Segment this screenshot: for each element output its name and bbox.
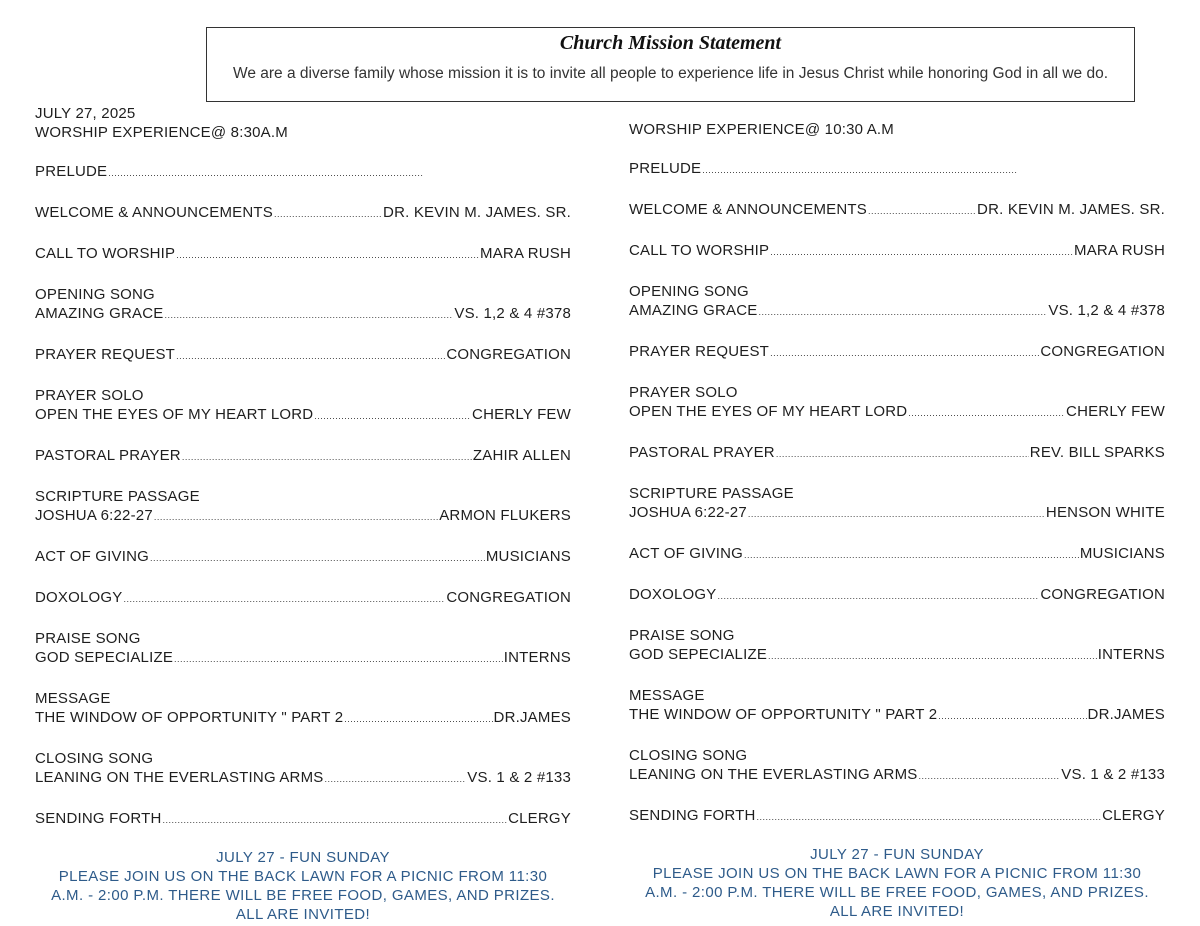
program-item-leader: REV. BILL SPARKS — [1029, 444, 1165, 461]
program-item-label: SENDING FORTH — [629, 807, 756, 824]
program-item-heading: PRAISE SONG — [35, 630, 141, 647]
program-item-leader: MUSICIANS — [1079, 545, 1165, 562]
program-item-label: WELCOME & ANNOUNCEMENTS — [629, 201, 867, 218]
service-time: WORSHIP EXPERIENCE@ 8:30A.M — [35, 124, 288, 141]
program-item-leader: INTERNS — [503, 649, 571, 666]
program-item — [629, 342, 1165, 363]
program-item-label: LEANING ON THE EVERLASTING ARMS — [629, 766, 918, 783]
program-item-leader: HENSON WHITE — [1045, 504, 1165, 521]
program-item — [35, 345, 571, 366]
program-item-label: ACT OF GIVING — [35, 548, 150, 565]
program-item-leader: MARA RUSH — [1074, 242, 1165, 259]
program-item — [35, 304, 571, 325]
program-item — [35, 648, 571, 669]
prelude-line — [629, 159, 1165, 180]
program-item — [629, 765, 1165, 786]
program-item-heading: MESSAGE — [35, 690, 111, 707]
program-item — [35, 547, 571, 568]
program-item — [35, 203, 571, 224]
announcement-title: JULY 27 - FUN SUNDAY — [216, 849, 390, 866]
program-item-leader: MUSICIANS — [485, 548, 571, 565]
program-item — [629, 443, 1165, 464]
program-item-leader: VS. 1,2 & 4 #378 — [1048, 302, 1165, 319]
service-date: JULY 27, 2025 — [35, 105, 136, 122]
program-item-label: GOD SEPECIALIZE — [35, 649, 174, 666]
program-item-label: DOXOLOGY — [629, 586, 717, 603]
announcement — [629, 845, 1165, 921]
prelude-line — [35, 162, 571, 183]
program-items — [629, 180, 1165, 827]
program-item-heading: PRAISE SONG — [629, 627, 735, 644]
program-item-label: AMAZING GRACE — [35, 305, 164, 322]
program-item — [629, 544, 1165, 565]
program-item — [629, 503, 1165, 524]
program-item — [629, 241, 1165, 262]
announcement-body: PLEASE JOIN US ON THE BACK LAWN FOR A PICNIC FROM 11:30 A.M. - 2:00 P.M. THERE WILL BE FREE FOOD, GAMES, AND PRIZES. ALL ARE INVITED! — [51, 868, 555, 923]
program-item-label: PRAYER REQUEST — [629, 343, 770, 360]
program-item-label: AMAZING GRACE — [629, 302, 758, 319]
program-item — [35, 446, 571, 467]
program-item-label: WELCOME & ANNOUNCEMENTS — [35, 204, 273, 221]
mission-title: Church Mission Statement — [559, 32, 782, 54]
service-time: WORSHIP EXPERIENCE@ 10:30 A.M — [629, 121, 894, 138]
program-item-leader: CONGREGATION — [1040, 343, 1165, 360]
prelude-label: PRELUDE — [629, 160, 702, 177]
program-item — [629, 200, 1165, 221]
program-item-heading: MESSAGE — [629, 687, 705, 704]
program-item-leader: CONGREGATION — [1040, 586, 1165, 603]
program-item — [35, 768, 571, 789]
program-item-leader: VS. 1 & 2 #133 — [1061, 766, 1165, 783]
program-item-leader: VS. 1,2 & 4 #378 — [454, 305, 571, 322]
program-item-leader: DR. KEVIN M. JAMES. SR. — [383, 204, 571, 221]
program-item — [629, 645, 1165, 666]
program-item-label: ACT OF GIVING — [629, 545, 744, 562]
program-item-leader: INTERNS — [1097, 646, 1165, 663]
program-item-label: CALL TO WORSHIP — [629, 242, 770, 259]
mission-statement: We are a diverse family whose mission it is to invite all people to experience life in Jesus Christ while honoring God in all we do. — [232, 65, 1109, 82]
program-item — [629, 585, 1165, 606]
program-item-leader: CONGREGATION — [446, 589, 571, 606]
program-item-leader: DR. KEVIN M. JAMES. SR. — [977, 201, 1165, 218]
program-item-leader: CONGREGATION — [446, 346, 571, 363]
program-item — [629, 806, 1165, 827]
program-item-leader: ZAHIR ALLEN — [472, 447, 571, 464]
program-item-leader: CHERLY FEW — [1066, 403, 1165, 420]
program-column-830 — [35, 104, 571, 924]
program-item — [35, 405, 571, 426]
program-item-leader: VS. 1 & 2 #133 — [467, 769, 571, 786]
program-item-label: SENDING FORTH — [35, 810, 162, 827]
program-item-heading: OPENING SONG — [35, 286, 155, 303]
program-item — [35, 708, 571, 729]
program-item-label: THE WINDOW OF OPPORTUNITY " PART 2 — [35, 709, 344, 726]
prelude-label: PRELUDE — [35, 163, 108, 180]
program-item-leader: ARMON FLUKERS — [439, 507, 571, 524]
program-item-label: JOSHUA 6:22-27 — [35, 507, 153, 524]
program-item-heading: CLOSING SONG — [35, 750, 154, 767]
program-item — [629, 402, 1165, 423]
program-item-heading: SCRIPTURE PASSAGE — [629, 485, 794, 502]
program-item-leader: CLERGY — [508, 810, 571, 827]
program-item-label: GOD SEPECIALIZE — [629, 646, 768, 663]
program-item-heading: PRAYER SOLO — [629, 384, 738, 401]
program-item-label: LEANING ON THE EVERLASTING ARMS — [35, 769, 324, 786]
program-item — [629, 705, 1165, 726]
program-item-leader: MARA RUSH — [480, 245, 571, 262]
program-item-leader: DR.JAMES — [1087, 706, 1165, 723]
program-item-label: OPEN THE EYES OF MY HEART LORD — [35, 406, 314, 423]
program-item-label: CALL TO WORSHIP — [35, 245, 176, 262]
program-item-label: DOXOLOGY — [35, 589, 123, 606]
program-item-label: THE WINDOW OF OPPORTUNITY " PART 2 — [629, 706, 938, 723]
program-item-heading: OPENING SONG — [629, 283, 749, 300]
program-item-leader: DR.JAMES — [493, 709, 571, 726]
program-item-label: OPEN THE EYES OF MY HEART LORD — [629, 403, 908, 420]
program-item — [35, 506, 571, 527]
announcement — [35, 848, 571, 924]
program-item-heading: SCRIPTURE PASSAGE — [35, 488, 200, 505]
program-item — [35, 588, 571, 609]
program-item — [629, 301, 1165, 322]
program-item-label: PASTORAL PRAYER — [629, 444, 775, 461]
announcement-title: JULY 27 - FUN SUNDAY — [810, 846, 984, 863]
announcement-body: PLEASE JOIN US ON THE BACK LAWN FOR A PICNIC FROM 11:30 A.M. - 2:00 P.M. THERE WILL BE FREE FOOD, GAMES, AND PRIZES. ALL ARE INVITED! — [645, 865, 1149, 920]
program-item-label: PRAYER REQUEST — [35, 346, 176, 363]
program-column-1030 — [629, 120, 1165, 921]
program-items — [35, 183, 571, 830]
program-item-heading: PRAYER SOLO — [35, 387, 144, 404]
mission-statement-box — [206, 27, 1135, 102]
program-item-label: JOSHUA 6:22-27 — [629, 504, 747, 521]
program-item-label: PASTORAL PRAYER — [35, 447, 181, 464]
program-item — [35, 244, 571, 265]
program-item-leader: CHERLY FEW — [472, 406, 571, 423]
program-item — [35, 809, 571, 830]
program-item-leader: CLERGY — [1102, 807, 1165, 824]
program-item-heading: CLOSING SONG — [629, 747, 748, 764]
